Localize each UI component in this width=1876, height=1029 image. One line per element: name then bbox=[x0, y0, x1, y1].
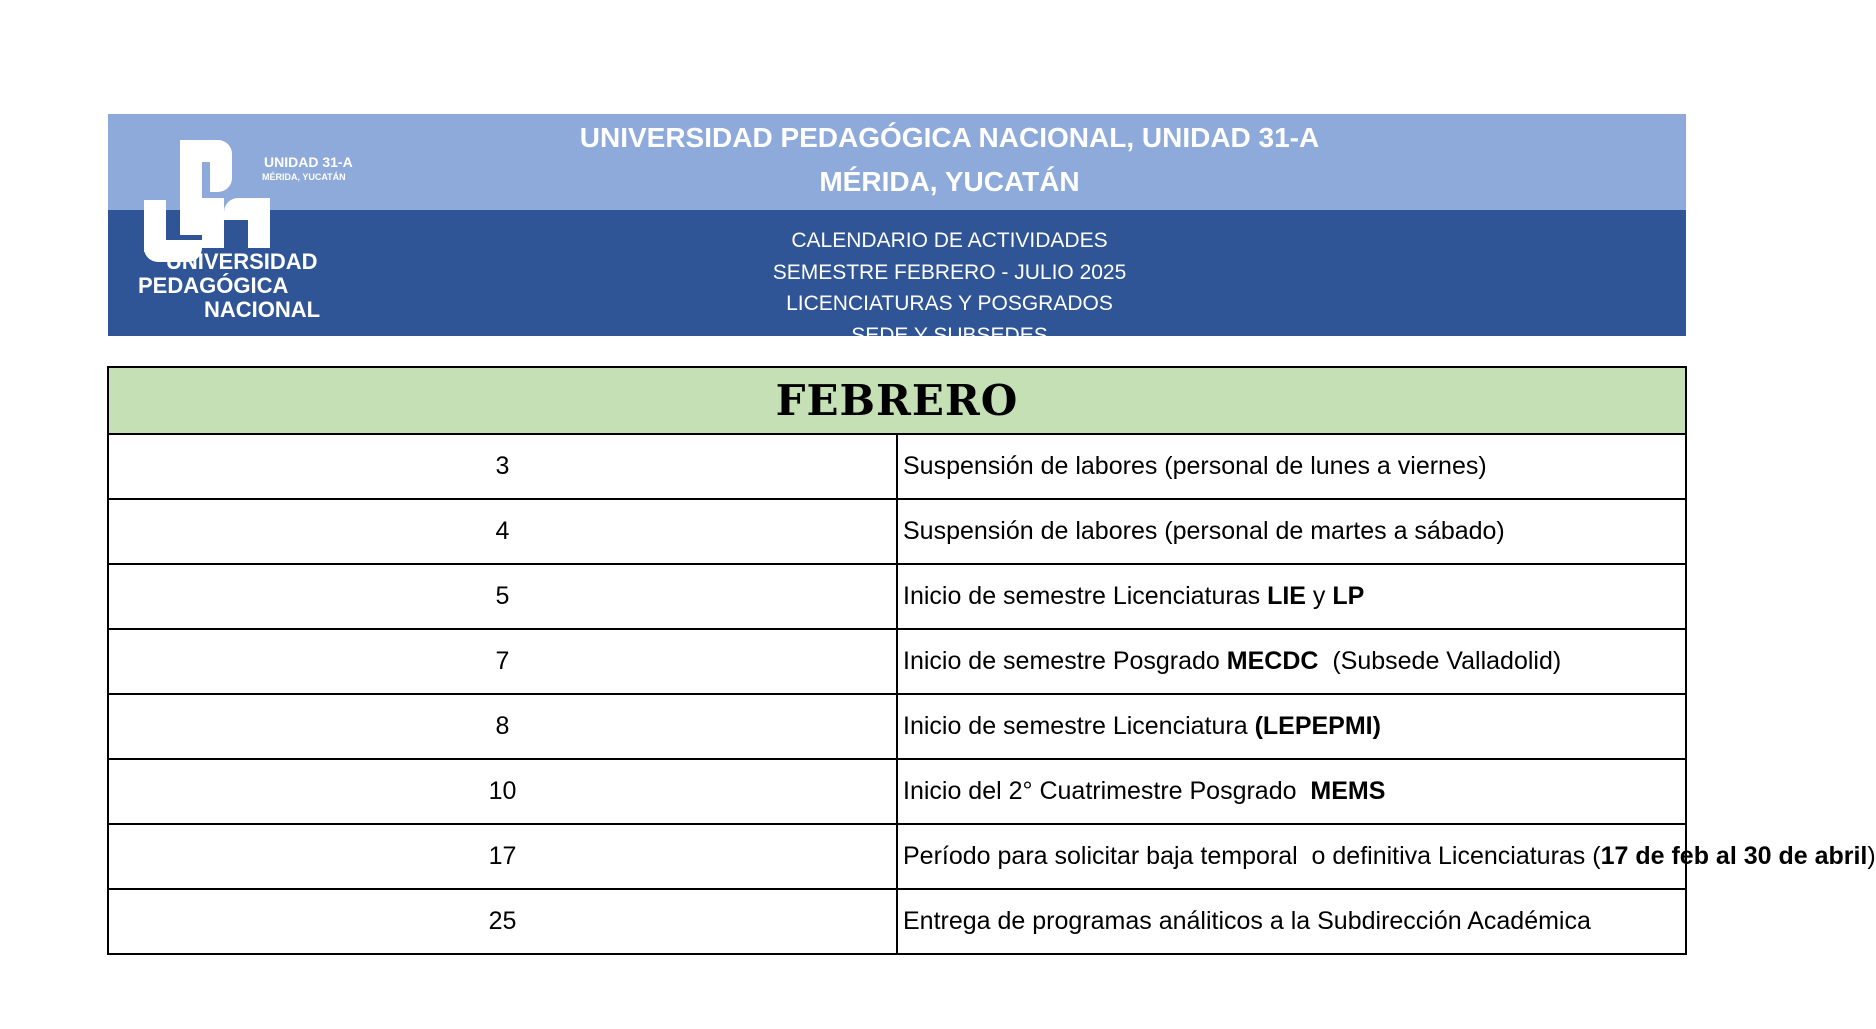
logo-city-text: MÉRIDA, YUCATÁN bbox=[262, 172, 346, 182]
table-row bbox=[108, 759, 1686, 824]
activities-table bbox=[107, 366, 1876, 955]
activity-text: Suspensión de labores (personal de martes a sábado) bbox=[903, 517, 1505, 545]
day-cell: 8 bbox=[108, 694, 897, 759]
table-row bbox=[108, 629, 1686, 694]
subtitle-line-2: SEMESTRE FEBRERO - JULIO 2025 bbox=[772, 261, 1127, 284]
activity-text: Inicio del 2° Cuatrimestre Posgrado bbox=[903, 777, 1311, 805]
day-cell: 17 bbox=[108, 824, 897, 889]
activity-text-bold: MEMS bbox=[1310, 777, 1386, 805]
logo-unit-text: UNIDAD 31-A bbox=[264, 154, 353, 170]
month-header-row bbox=[108, 367, 1686, 434]
day-cell: 3 bbox=[108, 434, 897, 499]
activity-text-bold: LIE bbox=[1267, 582, 1306, 610]
activity-text-bold: 17 de feb al 30 de abril bbox=[1600, 842, 1868, 870]
table-row bbox=[108, 434, 1686, 499]
subtitle-line-3: LICENCIATURAS Y POSGRADOS bbox=[786, 292, 1113, 315]
activity-text-bold: (LEPEPMI) bbox=[1254, 712, 1381, 740]
activity-text: Inicio de semestre Licenciatura bbox=[903, 712, 1255, 740]
activity-text: Suspensión de labores (personal de lunes a viernes) bbox=[903, 452, 1487, 480]
activity-text: ) bbox=[1867, 842, 1876, 870]
table-row bbox=[108, 564, 1686, 629]
day-cell: 7 bbox=[108, 629, 897, 694]
activity-cell bbox=[897, 499, 1686, 564]
university-title: UNIVERSIDAD PEDAGÓGICA NACIONAL, UNIDAD 31-A bbox=[579, 122, 1320, 153]
logo-word-pedagogica: PEDAGÓGICA bbox=[138, 273, 289, 298]
activity-cell bbox=[897, 434, 1686, 499]
activity-cell bbox=[897, 564, 1686, 629]
table-row bbox=[108, 824, 1686, 889]
logo-word-nacional: NACIONAL bbox=[204, 297, 321, 322]
activity-text: Período para solicitar baja temporal o definitiva Licenciaturas ( bbox=[903, 842, 1601, 870]
activity-cell bbox=[897, 694, 1686, 759]
day-cell: 5 bbox=[108, 564, 897, 629]
activity-text-bold: LP bbox=[1332, 582, 1365, 610]
subtitle-line-4: SEDE Y SUBSEDES bbox=[851, 324, 1048, 347]
activity-text: y bbox=[1305, 582, 1333, 610]
logo-word-universidad: UNIVERSIDAD bbox=[166, 249, 318, 274]
day-cell: 25 bbox=[108, 889, 897, 954]
day-cell: 10 bbox=[108, 759, 897, 824]
activity-text: Entrega de programas análiticos a la Subdirección Académica bbox=[903, 907, 1591, 935]
activity-cell bbox=[897, 889, 1686, 954]
university-location: MÉRIDA, YUCATÁN bbox=[819, 166, 1080, 197]
table-row bbox=[108, 694, 1686, 759]
activity-text: Inicio de semestre Licenciaturas bbox=[903, 582, 1268, 610]
activity-cell bbox=[897, 759, 1686, 824]
month-title: FEBRERO bbox=[108, 367, 1686, 434]
activity-cell bbox=[897, 824, 1876, 889]
activity-text-bold: MECDC bbox=[1226, 647, 1319, 675]
subtitle-line-1: CALENDARIO DE ACTIVIDADES bbox=[791, 229, 1108, 252]
activity-cell bbox=[897, 629, 1686, 694]
activity-text: Inicio de semestre Posgrado bbox=[903, 647, 1227, 675]
table-row bbox=[108, 889, 1686, 954]
table-row bbox=[108, 499, 1686, 564]
activity-text: (Subsede Valladolid) bbox=[1318, 647, 1562, 675]
day-cell: 4 bbox=[108, 499, 897, 564]
page-header bbox=[108, 114, 1686, 347]
